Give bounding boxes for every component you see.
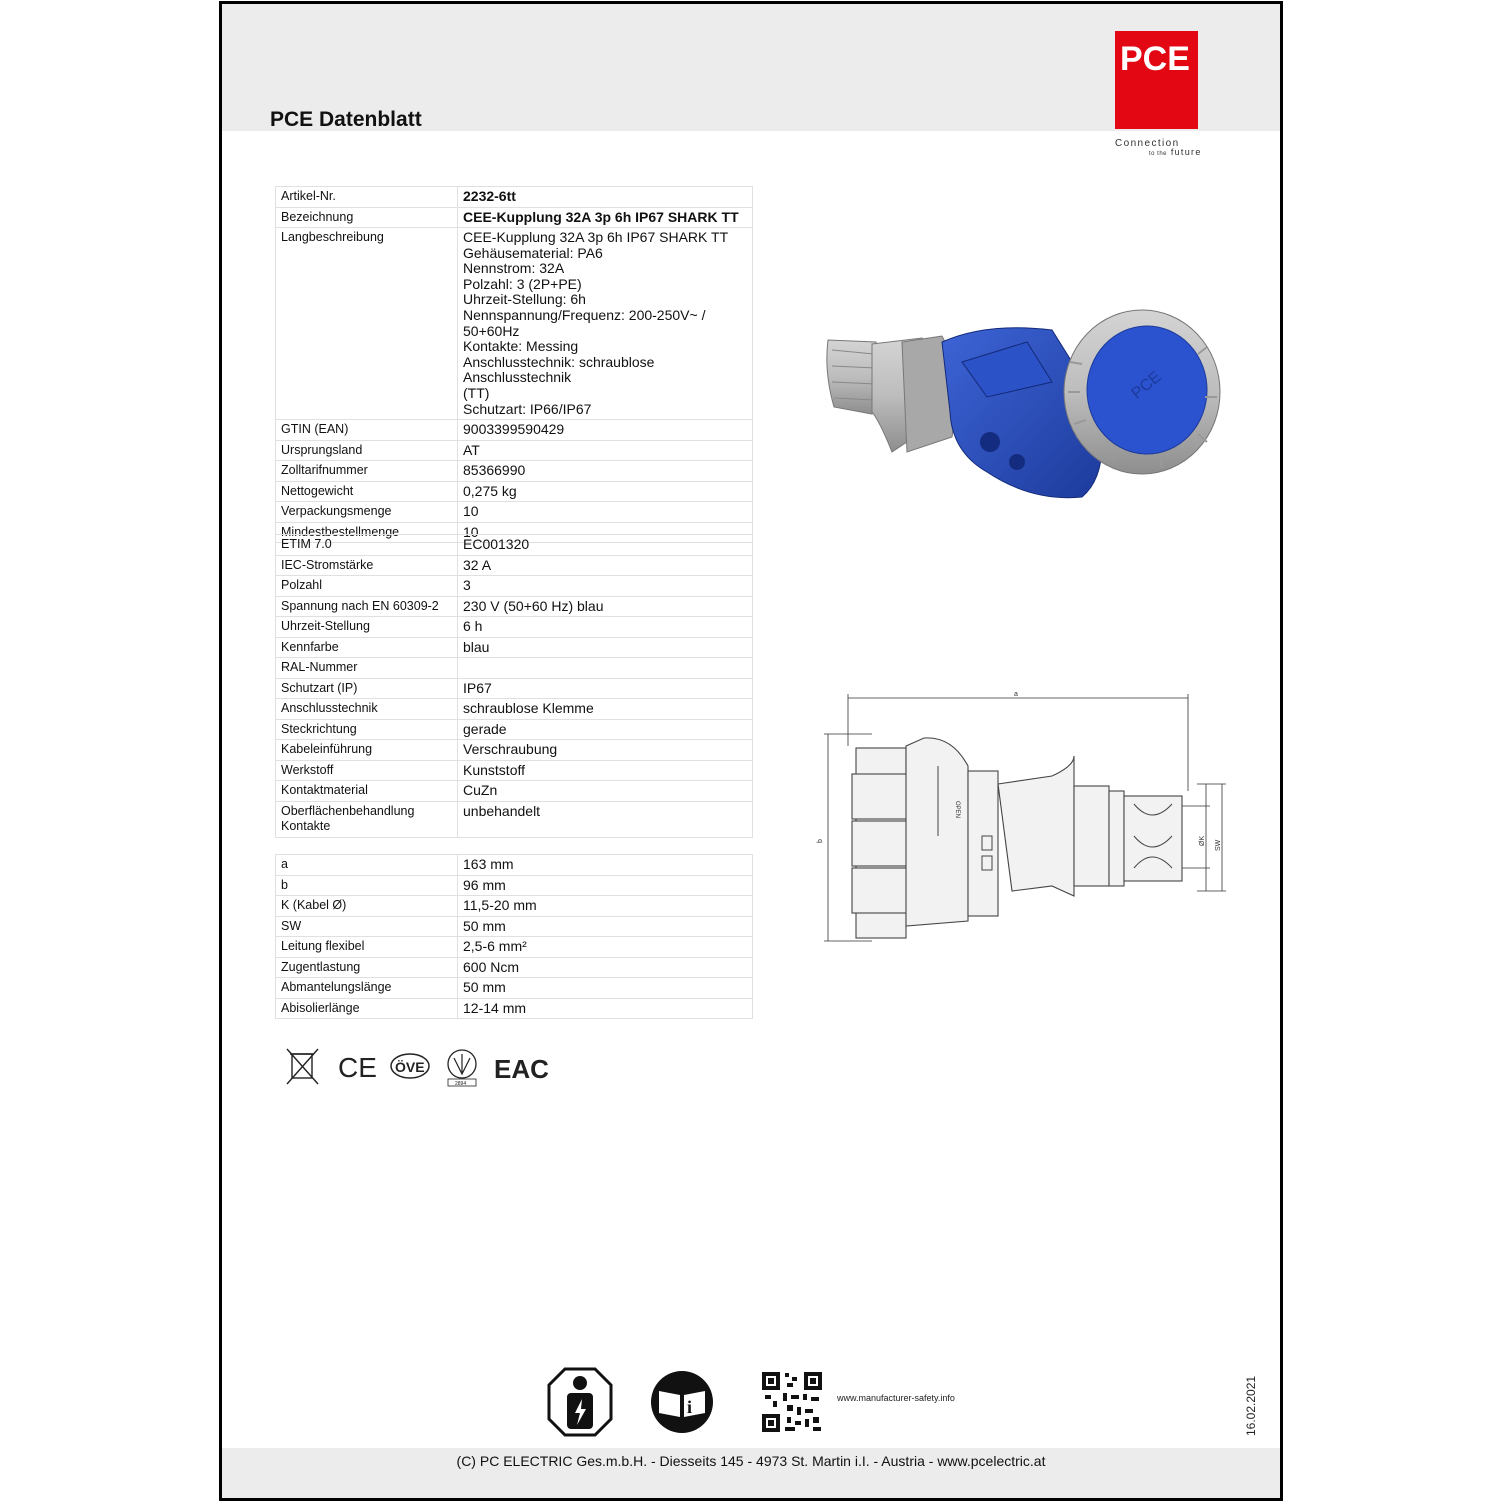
table-row [276, 481, 753, 502]
read-manual-icon [651, 1371, 713, 1433]
row-key: RAL-Nummer [276, 658, 458, 679]
row-value: Kunststoff [458, 760, 753, 781]
description-line: Polzahl: 3 (2P+PE) [463, 275, 582, 292]
row-key: Zolltarifnummer [276, 461, 458, 482]
table-row [276, 699, 753, 720]
dimension-table [275, 854, 753, 1019]
row-value: EC001320 [458, 535, 753, 556]
logo-tagline-1: Connection [1115, 138, 1180, 149]
row-value: 3 [458, 576, 753, 597]
row-key: Mindestbestellmenge [276, 522, 458, 543]
row-key: Verpackungsmenge [276, 502, 458, 523]
svg-text:PCE: PCE [1128, 368, 1165, 403]
footer-text: (C) PC ELECTRIC Ges.m.b.H. - Diesseits 145 - 4973 St. Martin i.I. - Austria - www.pcelectric.at [456, 1453, 1046, 1469]
row-value: 230 V (50+60 Hz) blau [458, 596, 753, 617]
table-row [276, 801, 753, 837]
svg-text:2894: 2894 [455, 1081, 467, 1087]
dim-label-b: b [817, 839, 824, 843]
table-row [276, 875, 753, 896]
safety-url: www.manufacturer-safety.info [837, 1393, 955, 1403]
table-row [276, 855, 753, 876]
row-key: Oberflächenbehandlung Kontakte [276, 801, 458, 837]
table-row [276, 576, 753, 597]
row-value: 10 [458, 502, 753, 523]
dim-label-a: a [1014, 691, 1018, 698]
tuv-mark [448, 1050, 476, 1087]
row-value [458, 228, 753, 420]
row-key: a [276, 855, 458, 876]
row-value: 10 [458, 522, 753, 543]
row-key: Werkstoff [276, 760, 458, 781]
row-value: blau [458, 637, 753, 658]
row-key: Artikel-Nr. [276, 187, 458, 208]
row-value [458, 658, 753, 679]
row-key: Spannung nach EN 60309-2 [276, 596, 458, 617]
svg-text:ÖVE: ÖVE [395, 1059, 425, 1075]
row-value: gerade [458, 719, 753, 740]
row-key: Ursprungsland [276, 440, 458, 461]
row-value: IP67 [458, 678, 753, 699]
row-value: 0,275 kg [458, 481, 753, 502]
table-row [276, 228, 753, 420]
table-row [276, 957, 753, 978]
svg-text:i: i [687, 1397, 693, 1417]
row-value: 32 A [458, 555, 753, 576]
qualified-electrician-icon [549, 1369, 611, 1435]
table-row [276, 596, 753, 617]
row-value: 6 h [458, 617, 753, 638]
dimension-drawing [812, 686, 1232, 951]
row-key: Polzahl [276, 576, 458, 597]
row-key: IEC-Stromstärke [276, 555, 458, 576]
certification-marks [282, 1044, 549, 1088]
row-key: Abmantelungslänge [276, 978, 458, 999]
row-value: unbehandelt [458, 801, 753, 837]
table-row [276, 555, 753, 576]
eac-mark: EAC [494, 1054, 549, 1084]
row-value: 2232-6tt [458, 187, 753, 208]
etim-spec-table [275, 534, 753, 838]
row-value: 12-14 mm [458, 998, 753, 1019]
row-key: GTIN (EAN) [276, 420, 458, 441]
row-key: Schutzart (IP) [276, 678, 458, 699]
description-line: Nennstrom: 32A [463, 260, 565, 277]
page-title: PCE Datenblatt [270, 108, 422, 131]
open-label: OPEN [954, 801, 960, 819]
product-image [812, 302, 1232, 507]
row-key: Langbeschreibung [276, 228, 458, 420]
row-value: 11,5-20 mm [458, 896, 753, 917]
weee-crossed-bin-icon [287, 1049, 318, 1084]
row-key: Zugentlastung [276, 957, 458, 978]
row-key: K (Kabel Ø) [276, 896, 458, 917]
row-key: Nettogewicht [276, 481, 458, 502]
row-key: Kabeleinführung [276, 740, 458, 761]
qr-code-icon [762, 1372, 822, 1432]
table-row [276, 187, 753, 208]
row-value: 163 mm [458, 855, 753, 876]
row-value: 96 mm [458, 875, 753, 896]
row-value: 2,5-6 mm² [458, 937, 753, 958]
description-line: CEE-Kupplung 32A 3p 6h IP67 SHARK TT [463, 229, 729, 245]
dim-label-sw: SW [1215, 839, 1222, 851]
row-key: Abisolierlänge [276, 998, 458, 1019]
row-key: Anschlusstechnik [276, 699, 458, 720]
description-line: (TT) [463, 384, 490, 401]
row-value: Verschraubung [458, 740, 753, 761]
table-row [276, 420, 753, 441]
table-row [276, 760, 753, 781]
table-row [276, 207, 753, 228]
row-key: Steckrichtung [276, 719, 458, 740]
row-value: 50 mm [458, 978, 753, 999]
table-row [276, 998, 753, 1019]
row-value: 50 mm [458, 916, 753, 937]
table-row [276, 978, 753, 999]
datasheet-page [219, 1, 1283, 1501]
description-line: Nennspannung/Frequenz: 200-250V~ / 50+60Hz [463, 306, 706, 339]
row-value: 9003399590429 [458, 420, 753, 441]
row-value: schraublose Klemme [458, 699, 753, 720]
row-value: 600 Ncm [458, 957, 753, 978]
row-key: Kontaktmaterial [276, 781, 458, 802]
row-key: Uhrzeit-Stellung [276, 617, 458, 638]
row-value: AT [458, 440, 753, 461]
table-row [276, 896, 753, 917]
table-row [276, 440, 753, 461]
row-key: Bezeichnung [276, 207, 458, 228]
table-row [276, 617, 753, 638]
table-row [276, 781, 753, 802]
row-value: CuZn [458, 781, 753, 802]
row-key: SW [276, 916, 458, 937]
document-date: 16.02.2021 [1244, 1375, 1258, 1436]
ove-mark [391, 1054, 429, 1078]
description-line: Uhrzeit-Stellung: 6h [463, 291, 586, 308]
table-row [276, 719, 753, 740]
table-row [276, 658, 753, 679]
dim-label-k: ØK [1199, 835, 1206, 846]
table-row [276, 937, 753, 958]
row-key: b [276, 875, 458, 896]
description-line: Kontakte: Messing [463, 338, 579, 355]
logo-tagline-2: to the future [1149, 147, 1202, 157]
general-spec-table [275, 186, 753, 543]
pce-logo [1115, 31, 1198, 129]
table-row [276, 535, 753, 556]
row-key: Kennfarbe [276, 637, 458, 658]
logo-text: PCE [1120, 40, 1190, 78]
table-row [276, 502, 753, 523]
description-line: Gehäusematerial: PA6 [463, 244, 603, 261]
table-row [276, 461, 753, 482]
table-row [276, 678, 753, 699]
description-line: Schutzart: IP66/IP67 [463, 400, 592, 417]
row-value: 85366990 [458, 461, 753, 482]
description-line: Anschlusstechnik: schraublose Anschlusstechnik [463, 353, 655, 386]
ce-mark: CE [338, 1052, 377, 1083]
row-key: Leitung flexibel [276, 937, 458, 958]
table-row [276, 740, 753, 761]
table-row [276, 637, 753, 658]
row-key: ETIM 7.0 [276, 535, 458, 556]
row-value: CEE-Kupplung 32A 3p 6h IP67 SHARK TT [458, 207, 753, 228]
table-row [276, 916, 753, 937]
